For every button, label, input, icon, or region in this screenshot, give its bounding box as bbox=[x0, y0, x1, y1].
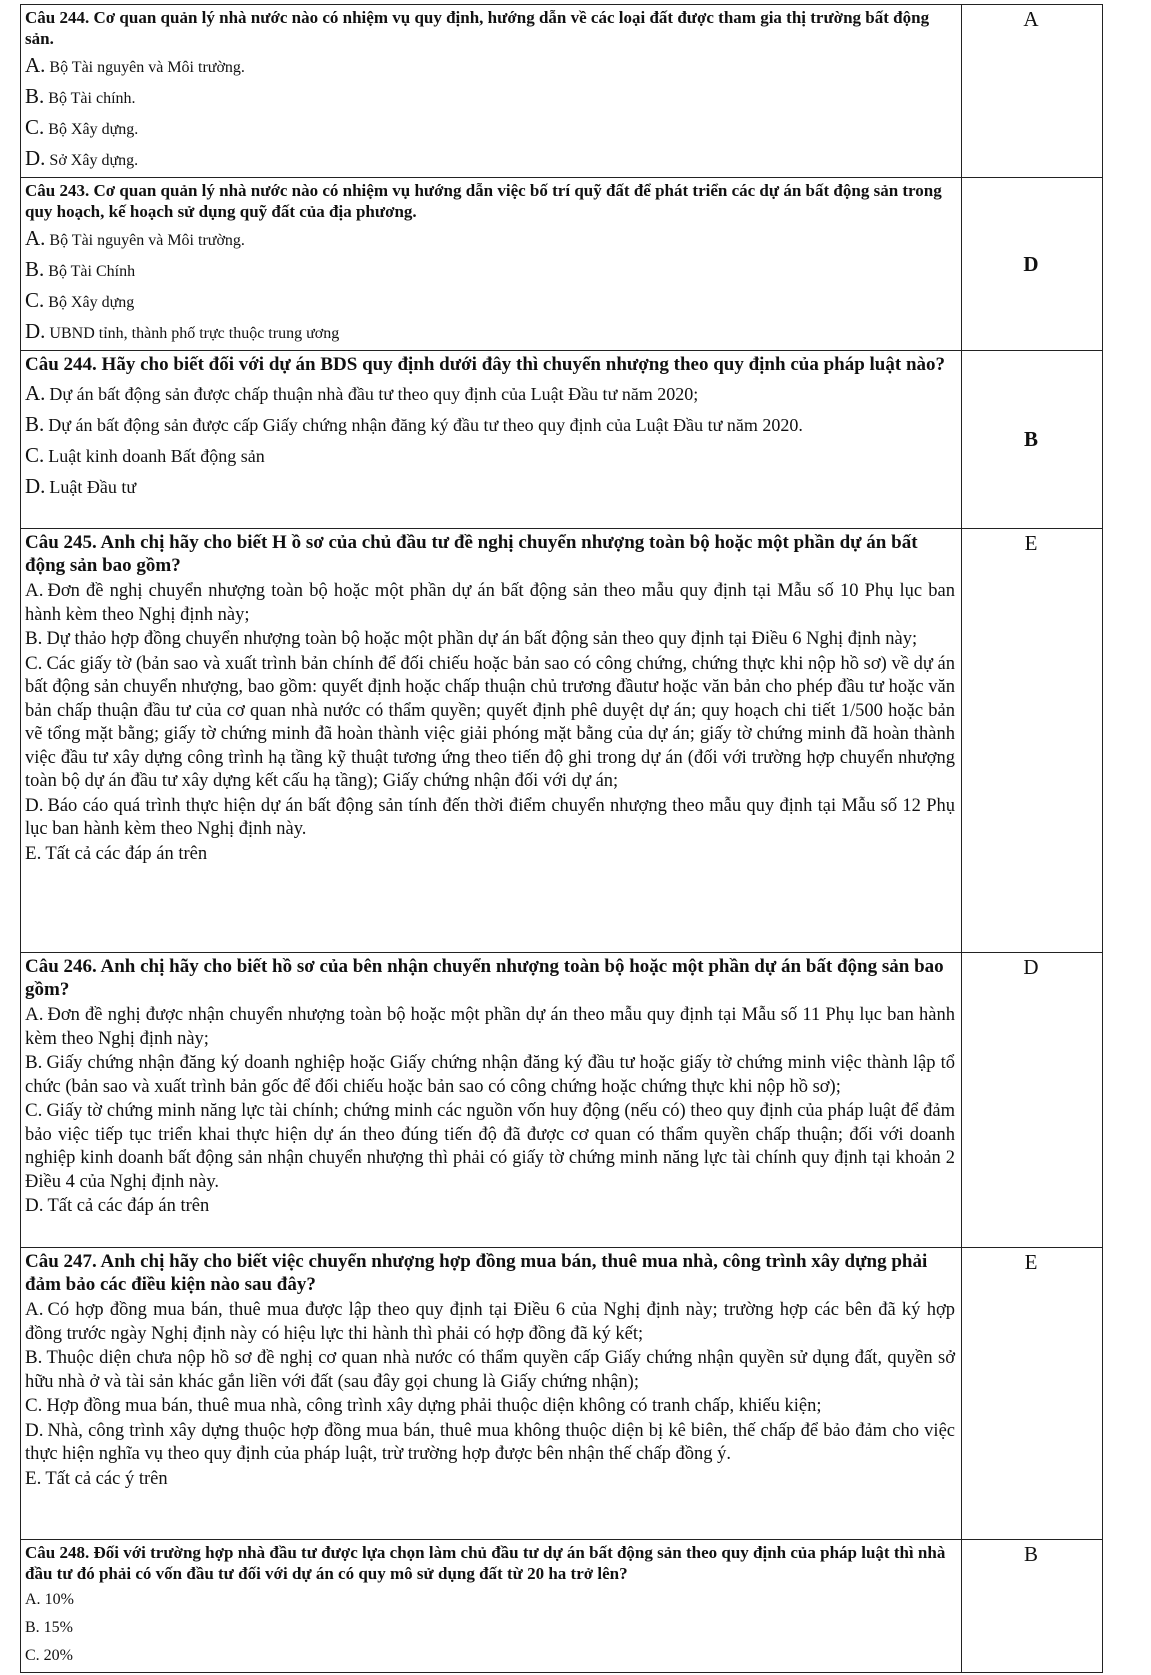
option bbox=[25, 1099, 955, 1194]
option-text: Bộ Tài Chính bbox=[48, 263, 136, 280]
option-text: Đơn đề nghị chuyển nhượng toàn bộ hoặc một phần dự án bất động sản theo mẫu quy định tại Mẫu số 10 Phụ lục ban hành kèm theo Nghị định này; bbox=[25, 581, 955, 625]
option bbox=[25, 1419, 955, 1467]
answer-key: D bbox=[1023, 955, 1039, 979]
option-text: Các giấy tờ (bản sao và xuất trình bản chính để đối chiếu hoặc bản sao có công chứng, chứng thực khi nộp hồ sơ) về dự án bất động sản chuyển nhượng, bao gồm: quyết định hoặc chấp thuận chủ trương đầutư hoặc văn bản cho phép đầu tư hoặc văn bản chấp thuận đầu tư của cơ quan nhà nước có thẩm quyền; quyết định phê duyệt dự án; quy hoạch chi tiết 1/500 hoặc bản vẽ tổng mặt bằng; giấy tờ chứng minh đã hoàn thành việc giải phóng mặt bằng của dự án; giấy tờ chứng minh đã hoàn thành việc đầu tư xây dựng công trình hạ tầng kỹ thuật tương ứng theo tiến độ ghi trong dự án (đối với trường hợp chuyển nhượng toàn bộ dự án đầu tư xây dựng kết cấu hạ tầng); Giấy chứng nhận đối với dự án; bbox=[25, 653, 955, 791]
option-text: Đơn đề nghị được nhận chuyển nhượng toàn bộ hoặc một phần dự án theo mẫu quy định tại Mẫu số 11 Phụ lục ban hành kèm theo Nghị định này; bbox=[25, 1005, 955, 1049]
question-row bbox=[21, 953, 1103, 1248]
question-row bbox=[21, 178, 1103, 351]
option-text: Tất cả các ý trên bbox=[45, 1468, 168, 1489]
option bbox=[25, 1194, 955, 1219]
option-letter: A. bbox=[25, 381, 46, 405]
option-letter: C. bbox=[25, 652, 43, 674]
answer-key: E bbox=[1024, 1250, 1038, 1274]
answer-cell bbox=[962, 351, 1103, 529]
option bbox=[25, 286, 955, 317]
option-text: 15% bbox=[43, 1619, 73, 1636]
option-letter: A. bbox=[25, 1591, 41, 1608]
question-cell bbox=[21, 1248, 962, 1540]
option-letter: E. bbox=[25, 1467, 42, 1489]
answer-key: E bbox=[1024, 531, 1038, 555]
option bbox=[25, 440, 955, 471]
option-letter: B. bbox=[25, 412, 45, 436]
option bbox=[25, 1394, 955, 1419]
option-text: Giấy tờ chứng minh năng lực tài chính; chứng minh các nguồn vốn huy động (nếu có) theo quy định của pháp luật để đảm bảo việc tiếp tục triển khai thực hiện dự án theo đúng tiến độ đã được cơ quan có thẩm quyền chấp thuận; đối với doanh nghiệp kinh doanh bất động sản nhận chuyển nhượng thì phải có giấy tờ chứng minh năng lực tài chính quy định tại khoản 2 Điều 4 của Nghị định này. bbox=[25, 1101, 955, 1192]
option-text: Sở Xây dựng. bbox=[49, 152, 139, 169]
option-text: Thuộc diện chưa nộp hồ sơ đề nghị cơ quan nhà nước có thẩm quyền cấp Giấy chứng nhận quyền sử dụng đất, quyền sở hữu nhà ở và tài sản khác gắn liền với đất (sau đây gọi chung là Giấy chứng nhận); bbox=[25, 1348, 955, 1392]
option bbox=[25, 471, 955, 502]
option bbox=[25, 794, 955, 842]
option-text: Luật kinh doanh Bất động sản bbox=[48, 446, 265, 466]
option-letter: D. bbox=[25, 794, 44, 816]
option bbox=[25, 317, 955, 348]
option-text: Bộ Xây dựng bbox=[48, 294, 135, 311]
option-text: Bộ Tài nguyên và Môi trường. bbox=[49, 232, 245, 249]
option-letter: D. bbox=[25, 319, 46, 343]
option-text: Nhà, công trình xây dựng thuộc hợp đồng mua bán, thuê mua không thuộc diện bị kê biên, thế chấp để bảo đảm cho việc thực hiện nghĩa vụ theo quy định của pháp luật, trừ trường hợp được bên nhận thế chấp đồng ý. bbox=[25, 1420, 955, 1464]
option-text: 10% bbox=[44, 1591, 74, 1608]
option bbox=[25, 144, 955, 175]
question-title: Câu 245. Anh chị hãy cho biết H ồ sơ của chủ đầu tư đề nghị chuyển nhượng toàn bộ hoặc một phần dự án bất động sản bao gồm? bbox=[25, 532, 918, 576]
answer-key: B bbox=[1023, 427, 1038, 451]
option-text: Bộ Tài chính. bbox=[48, 90, 136, 107]
option-text: UBND tỉnh, thành phố trực thuộc trung ương bbox=[49, 325, 340, 342]
option bbox=[25, 842, 955, 867]
option-letter: C. bbox=[25, 1100, 43, 1121]
option-letter: B. bbox=[25, 84, 45, 108]
option bbox=[25, 627, 955, 652]
answer-cell bbox=[962, 1540, 1103, 1673]
question-title: Câu 244. Cơ quan quản lý nhà nước nào có nhiệm vụ quy định, hướng dẫn về các loại đất được tham gia thị trường bất động sản. bbox=[25, 8, 930, 48]
option-text: Tất cả các đáp án trên bbox=[45, 843, 208, 864]
option-letter: C. bbox=[25, 288, 45, 312]
answer-cell bbox=[962, 178, 1103, 351]
question-row bbox=[21, 1248, 1103, 1540]
option bbox=[25, 378, 955, 409]
question-table bbox=[20, 4, 1103, 1673]
question-row bbox=[21, 5, 1103, 178]
option-letter: B. bbox=[25, 1619, 40, 1636]
option-letter: C. bbox=[25, 1647, 40, 1664]
question-row bbox=[21, 1540, 1103, 1673]
option-text: Có hợp đồng mua bán, thuê mua được lập theo quy định tại Điều 6 của Nghị định này; trường hợp các bên đã ký hợp đồng trước ngày Nghị định này có hiệu lực thi hành thì phải có hợp đồng đã ký kết; bbox=[25, 1300, 955, 1344]
option-text: Báo cáo quá trình thực hiện dự án bất động sản tính đến thời điểm chuyển nhượng theo mẫu quy định tại Mẫu số 12 Phụ lục ban hành kèm theo Nghị định này. bbox=[25, 795, 955, 839]
answer-key: B bbox=[1023, 1542, 1038, 1566]
option-letter: D. bbox=[25, 146, 46, 170]
question-cell bbox=[21, 529, 962, 953]
option-text: Tất cả các đáp án trên bbox=[47, 1196, 210, 1216]
option-letter: B. bbox=[25, 1347, 43, 1368]
option-letter: D. bbox=[25, 1195, 44, 1216]
option-letter: B. bbox=[25, 1052, 43, 1073]
option-text: Giấy chứng nhận đăng ký doanh nghiệp hoặc Giấy chứng nhận đăng ký đầu tư hoặc giấy tờ chứng minh việc thành lập tổ chức (bản sao và xuất trình bản gốc để đối chiếu hoặc bản sao có công chứng hoặc chứng thực khi nộp hồ sơ); bbox=[25, 1053, 955, 1097]
option-text: Dự án bất động sản được chấp thuận nhà đầu tư theo quy định của Luật Đầu tư năm 2020; bbox=[49, 384, 699, 404]
option bbox=[25, 1346, 955, 1394]
question-title: Câu 247. Anh chị hãy cho biết việc chuyển nhượng hợp đồng mua bán, thuê mua nhà, công trình xây dựng phải đảm bảo các điều kiện nào sau đây? bbox=[25, 1251, 928, 1295]
question-title: Câu 246. Anh chị hãy cho biết hồ sơ của bên nhận chuyển nhượng toàn bộ hoặc một phần dự án bất động sản bao gồm? bbox=[25, 956, 944, 1000]
option-text: Luật Đầu tư bbox=[49, 477, 137, 497]
option-letter: C. bbox=[25, 443, 45, 467]
answer-cell bbox=[962, 953, 1103, 1248]
option-letter: C. bbox=[25, 1395, 43, 1416]
question-row bbox=[21, 529, 1103, 953]
option-letter: A. bbox=[25, 1299, 44, 1320]
question-cell bbox=[21, 5, 962, 178]
option-letter: E. bbox=[25, 842, 42, 864]
question-title: Câu 244. Hãy cho biết đối với dự án BDS quy định dưới đây thì chuyển nhượng theo quy định của pháp luật nào? bbox=[25, 354, 946, 375]
option bbox=[25, 1642, 955, 1670]
option-text: 20% bbox=[43, 1647, 73, 1664]
option-letter: A. bbox=[25, 580, 44, 601]
question-cell bbox=[21, 178, 962, 351]
option bbox=[25, 579, 955, 627]
option bbox=[25, 1298, 955, 1346]
answer-cell bbox=[962, 5, 1103, 178]
question-cell bbox=[21, 351, 962, 529]
option bbox=[25, 1051, 955, 1099]
option-letter: B. bbox=[25, 257, 45, 281]
option-letter: B. bbox=[25, 628, 43, 649]
answer-key: A bbox=[1023, 7, 1039, 31]
option bbox=[25, 652, 955, 794]
question-cell bbox=[21, 953, 962, 1248]
option bbox=[25, 255, 955, 286]
option bbox=[25, 51, 955, 82]
answer-cell bbox=[962, 1248, 1103, 1540]
option bbox=[25, 1586, 955, 1614]
option bbox=[25, 82, 955, 113]
option bbox=[25, 409, 955, 440]
option-text: Hợp đồng mua bán, thuê mua nhà, công trình xây dựng phải thuộc diện không có tranh chấp, khiếu kiện; bbox=[46, 1396, 822, 1416]
answer-cell bbox=[962, 529, 1103, 953]
option bbox=[25, 113, 955, 144]
question-title: Câu 248. Đối với trường hợp nhà đầu tư được lựa chọn làm chủ đầu tư dự án bất động sản theo quy định của pháp luật thì nhà đầu tư đó phải có vốn đầu tư đối với dự án có quy mô sử dụng đất từ 20 ha trở lên? bbox=[25, 1543, 946, 1583]
option-letter: D. bbox=[25, 474, 46, 498]
option bbox=[25, 1467, 955, 1492]
option-text: Dự thảo hợp đồng chuyển nhượng toàn bộ hoặc một phần dự án bất động sản theo quy định tại Điều 6 Nghị định này; bbox=[46, 629, 918, 649]
option-letter: A. bbox=[25, 1004, 44, 1025]
option-letter: C. bbox=[25, 115, 45, 139]
option bbox=[25, 1003, 955, 1051]
option bbox=[25, 224, 955, 255]
question-cell bbox=[21, 1540, 962, 1673]
option-letter: D. bbox=[25, 1419, 44, 1441]
option-letter: A. bbox=[25, 53, 46, 77]
option bbox=[25, 1614, 955, 1642]
answer-key: D bbox=[1023, 251, 1039, 276]
option-text: Dự án bất động sản được cấp Giấy chứng nhận đăng ký đầu tư theo quy định của Luật Đầu tư năm 2020. bbox=[48, 415, 803, 435]
option-letter: A. bbox=[25, 226, 46, 250]
question-row bbox=[21, 351, 1103, 529]
option-text: Bộ Tài nguyên và Môi trường. bbox=[49, 59, 245, 76]
question-title: Câu 243. Cơ quan quản lý nhà nước nào có nhiệm vụ hướng dẫn việc bố trí quỹ đất để phát triển các dự án bất động sản trong quy hoạch, kế hoạch sử dụng quỹ đất của địa phương. bbox=[25, 181, 942, 221]
option-text: Bộ Xây dựng. bbox=[48, 121, 139, 138]
